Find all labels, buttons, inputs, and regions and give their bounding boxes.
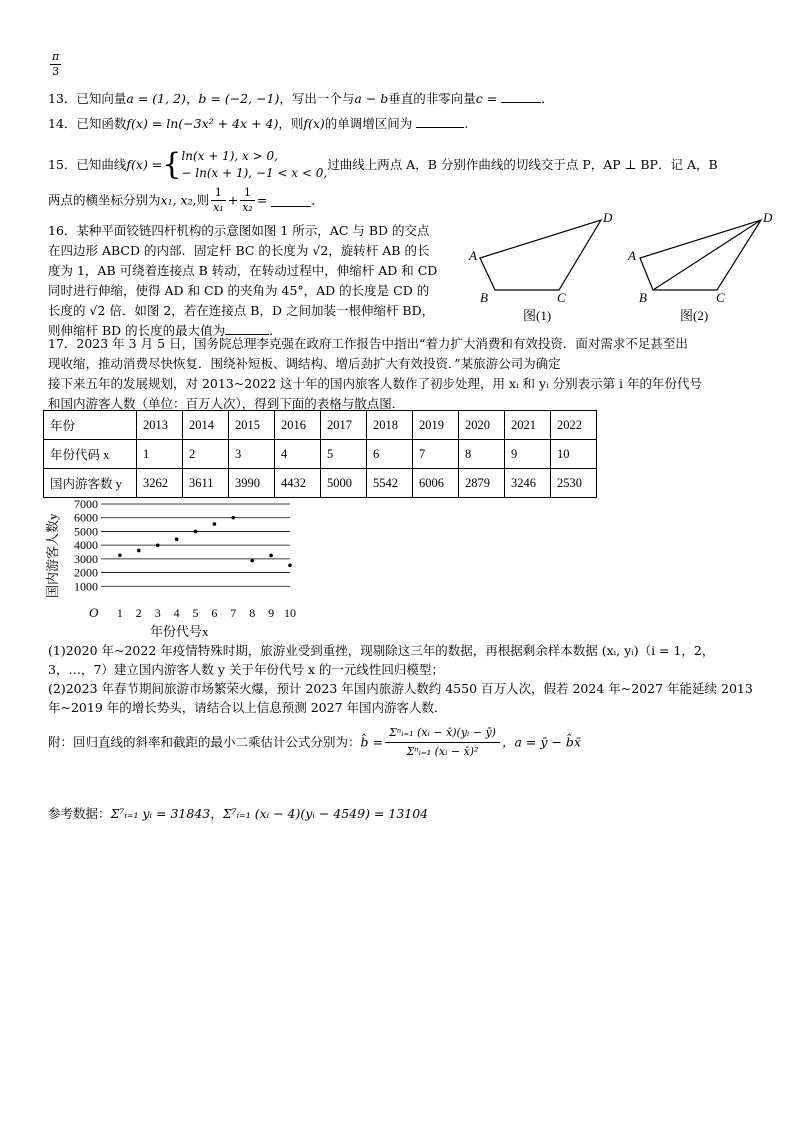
q15-case-1: ln(x + 1), x > 0, <box>181 149 278 163</box>
q15-term2-den: x₂ <box>242 200 253 214</box>
scatter-point <box>118 553 122 557</box>
q13-sep: ， <box>185 91 199 106</box>
row-label-code: 年份代码 x <box>44 440 137 469</box>
chart-x-axis-label: 年份代号x <box>150 624 209 639</box>
q13-answer-blank[interactable] <box>501 90 541 103</box>
q16-line-4: 同时进行伸缩，使得 AD 和 CD 的夹角为 45°，AD 的长度是 CD 的 <box>48 283 430 298</box>
q15-answer-blank[interactable] <box>271 194 311 207</box>
visitor-cell: 5000 <box>321 469 367 498</box>
year-cell: 2014 <box>183 411 229 440</box>
y-tick-label: 4000 <box>74 538 98 553</box>
y-tick-label: 3000 <box>74 551 98 566</box>
q15-case-2: − ln(x + 1), −1 < x < 0, <box>181 166 328 180</box>
q16-line-5: 长度的 √2 倍．如图 2，若在连接点 B，D 之间加装一根伸缩杆 BD， <box>48 303 435 318</box>
q15-term1-num: 1 <box>211 186 226 201</box>
x-tick-label: 2 <box>135 606 142 620</box>
fig2-caption: 图(2) <box>680 308 709 323</box>
q16-line-2: 在四边形 ABCD 的内部．固定杆 BC 的长度为 √2，旋转杆 AB 的长 <box>48 243 430 258</box>
y-tick-label: 6000 <box>74 510 98 525</box>
q17-line-4: 和国内游客人数（单位：百万人次），得到下面的表格与散点图． <box>48 396 405 411</box>
year-cell: 2019 <box>413 411 459 440</box>
q13-mid: ，写出一个与 <box>279 91 355 106</box>
reference-prefix: 参考数据： <box>48 806 111 821</box>
q13-vector-b: b = (−2, −1) <box>198 91 280 106</box>
b-hat-denominator: Σⁿᵢ₌₁ (xᵢ − x̄)² <box>406 744 479 758</box>
q13-vector-a: a = (1, 2) <box>126 91 186 106</box>
code-cell: 10 <box>551 440 597 469</box>
q15-eq: = <box>256 192 268 208</box>
scatter-point <box>269 554 273 558</box>
question-17 <box>48 334 702 414</box>
x-tick-label: 4 <box>173 606 180 620</box>
year-cell: 2020 <box>459 411 505 440</box>
q15-term1-den: x₁ <box>213 200 224 214</box>
a-hat-formula: ，a = ȳ − b̂x̄ <box>501 734 581 750</box>
q15-prefix: 15．已知曲线 <box>48 157 127 173</box>
visitor-cell: 2530 <box>551 469 597 498</box>
year-cell: 2015 <box>229 411 275 440</box>
question-16: 16．某种平面铰链四杆机构的示意图如图 1 所示，AC 与 BD 的交点 在四边形 ABCD 的内部．固定杆 BC 的长度为 √2，旋转杆 AB 的长 度为 1，AB 可绕着连接点 B 转动，在转动过程中，伸缩杆 AD 和 CD 同时进行伸缩，使得 AD 和 CD 的夹角为 45°，AD 的长度是 CD 的 长度的 √2 倍．如图 2，若在连接点 B，D 之间加装一根伸缩杆 BD， 则伸缩杆 BD 的长度的最大值为 ． <box>48 221 468 341</box>
q17-line-1: 17．2023 年 3 月 5 日，国务院总理李克强在政府工作报告中指出“着力扩大消费和有效投资．面对需求不足甚至出 <box>48 336 688 351</box>
fig1-label-a: A <box>469 248 477 263</box>
q17-reference-data <box>48 806 428 822</box>
q13-prefix: 13．已知向量 <box>48 91 127 106</box>
code-cell: 4 <box>275 440 321 469</box>
q15-cases <box>181 148 327 182</box>
reference-sum-product: Σ⁷ᵢ₌₁ (xᵢ − 4)(yᵢ − 4549) = 13104 <box>222 806 429 821</box>
scatter-point <box>288 564 292 568</box>
q15-vars: x₁, x₂ <box>160 192 193 208</box>
visitor-cell: 3246 <box>505 469 551 498</box>
scatter-point <box>232 516 236 520</box>
fragment-denominator: 3 <box>52 64 60 78</box>
scatter-point <box>137 549 141 553</box>
q17-part2-line-2: 年~2019 年的增长势头，请结合以上信息预测 2027 年国内游客人数． <box>48 700 447 715</box>
appendix-prefix: 附：回归直线的斜率和截距的最小二乘估计公式分别为： <box>48 734 361 750</box>
q17-appendix <box>48 724 581 761</box>
year-cell: 2021 <box>505 411 551 440</box>
visitor-cell: 3611 <box>183 469 229 498</box>
visitor-cell: 2879 <box>459 469 505 498</box>
x-tick-label: 10 <box>284 606 296 620</box>
y-tick-label: 7000 <box>74 497 98 511</box>
q15-brace: { <box>162 147 182 182</box>
q14-prefix: 14．已知函数 <box>48 116 127 131</box>
b-hat-label: b̂ = <box>360 734 383 750</box>
code-cell: 2 <box>183 440 229 469</box>
visitor-cell: 6006 <box>413 469 459 498</box>
q15-function-lhs: f(x) = <box>126 157 163 173</box>
visitor-cell: 3262 <box>137 469 183 498</box>
q17-data-table <box>43 410 597 498</box>
table-row <box>44 411 597 440</box>
chart-origin-label: O <box>89 605 99 620</box>
scatter-point <box>213 522 217 526</box>
q17-scatter-chart <box>40 496 310 641</box>
fig1-quadrilateral <box>480 220 601 290</box>
fig2-diagonal-bd <box>653 220 761 290</box>
scatter-point <box>175 537 179 541</box>
fig1-label-b: B <box>480 290 488 305</box>
fig2-label-a: A <box>628 248 636 263</box>
b-hat-numerator: Σⁿᵢ₌₁ (xᵢ − x̄)(yᵢ − ȳ) <box>385 724 500 743</box>
x-tick-label: 6 <box>211 606 218 620</box>
q17-part2-line-1: (2)2023 年春节期间旅游市场繁荣火爆，预计 2023 年国内旅游人数约 4550 百万人次，假若 2024 年~2027 年能延续 2013 <box>48 681 753 696</box>
reference-sep: ， <box>210 806 223 821</box>
x-tick-label: 1 <box>116 606 123 620</box>
q16-last-line: 则伸缩杆 BD 的长度的最大值为 <box>48 323 226 338</box>
q14-answer-blank[interactable] <box>416 115 464 128</box>
x-tick-label: 5 <box>192 606 199 620</box>
code-cell: 6 <box>367 440 413 469</box>
q16-line-3: 度为 1，AB 可绕着连接点 B 转动，在转动过程中，伸缩杆 AD 和 CD <box>48 263 438 278</box>
fig1-label-d: D <box>603 210 613 225</box>
q17-line-2: 现收缩，推动消费尽快恢复．围绕补短板、调结构、增后劲扩大有效投资．”某旅游公司为确定 <box>48 356 561 371</box>
question-13: 13．已知向量a = (1, 2)，b = (−2, −1)，写出一个与a − b垂直的非零向量c = ． <box>48 91 554 106</box>
table-row <box>44 469 597 498</box>
fig2-quadrilateral <box>640 220 761 290</box>
scatter-point <box>194 530 198 534</box>
code-cell: 8 <box>459 440 505 469</box>
fig2-label-b: B <box>639 290 647 305</box>
question-15-line-2: 两点的横坐标分别为x₁, x₂,则 $\frac{1}{\text{x₁}}$ + $\frac{1}{\text{x₂}}$ = ． <box>48 186 324 214</box>
code-cell: 5 <box>321 440 367 469</box>
table-row <box>44 440 597 469</box>
year-cell: 2013 <box>137 411 183 440</box>
year-cell: 2016 <box>275 411 321 440</box>
q17-part1-line-1: (1)2020 年~2022 年疫情特殊时期，旅游业受到重挫，现剔除这三年的数据，再根据剩余样本数据 (xᵢ, yᵢ)（i = 1，2， <box>48 643 715 658</box>
question-15 <box>48 148 718 182</box>
q16-line-1: 16．某种平面铰链四杆机构的示意图如图 1 所示，AC 与 BD 的交点 <box>48 223 430 238</box>
q17-part1-line-2: 3，…，7）建立国内游客人数 y 关于年份代号 x 的一元线性回归模型； <box>48 662 444 677</box>
row-label-visitors: 国内游客数 y <box>44 469 137 498</box>
q16-figures <box>468 210 788 330</box>
code-cell: 1 <box>137 440 183 469</box>
code-cell: 9 <box>505 440 551 469</box>
y-tick-label: 5000 <box>74 524 98 539</box>
q14-mid: ，则 <box>278 116 304 131</box>
q13-expr: a − b <box>354 91 389 106</box>
visitor-cell: 3990 <box>229 469 275 498</box>
year-cell: 2017 <box>321 411 367 440</box>
fig2-label-c: C <box>716 290 725 305</box>
x-tick-label: 7 <box>230 606 237 620</box>
fragment-numerator: π <box>52 50 60 63</box>
y-tick-label: 1000 <box>74 579 98 594</box>
x-tick-label: 8 <box>249 606 256 620</box>
q14-function: f(x) = ln(−3x² + 4x + 4) <box>126 116 279 131</box>
q14-suffix: 的单调增区间为 <box>324 116 413 131</box>
q15-term2-num: 1 <box>240 186 255 201</box>
scatter-point <box>156 543 160 547</box>
q15-line1-suffix: 过曲线上两点 A，B 分别作曲线的切线交于点 P，AP ⊥ BP．记 A，B <box>327 157 718 173</box>
x-tick-label: 3 <box>154 606 161 620</box>
q15-then: ,则 <box>192 192 210 208</box>
q15-plus: + <box>227 192 239 208</box>
reference-sum-y: Σ⁷ᵢ₌₁ yᵢ = 31843 <box>110 806 211 821</box>
visitor-cell: 5542 <box>367 469 413 498</box>
pi-over-3-fragment <box>48 50 63 79</box>
fig1-label-c: C <box>557 290 566 305</box>
fig1-caption: 图(1) <box>523 308 552 323</box>
code-cell: 3 <box>229 440 275 469</box>
code-cell: 7 <box>413 440 459 469</box>
q15-line2-prefix: 两点的横坐标分别为 <box>48 192 161 208</box>
row-label-year: 年份 <box>44 411 137 440</box>
fig2-label-d: D <box>763 210 773 225</box>
year-cell: 2022 <box>551 411 597 440</box>
question-14: 14．已知函数f(x) = ln(−3x² + 4x + 4)，则f(x)的单调增区间为 . <box>48 116 469 131</box>
year-cell: 2018 <box>367 411 413 440</box>
q13-suffix: 垂直的非零向量 <box>388 91 476 106</box>
scatter-point <box>250 559 254 563</box>
y-tick-label: 2000 <box>74 565 98 580</box>
q17-parts <box>48 641 753 717</box>
q14-fx: f(x) <box>303 116 325 131</box>
chart-y-axis-label: 国内游客人数y <box>45 513 60 598</box>
q13-c-eq: c = <box>475 91 498 106</box>
x-tick-label: 9 <box>268 606 275 620</box>
visitor-cell: 4432 <box>275 469 321 498</box>
q17-line-3: 接下来五年的发展规划，对 2013~2022 这十年的国内旅客人数作了初步处理，用 xᵢ 和 yᵢ 分别表示第 i 年的年份代号 <box>48 376 703 391</box>
